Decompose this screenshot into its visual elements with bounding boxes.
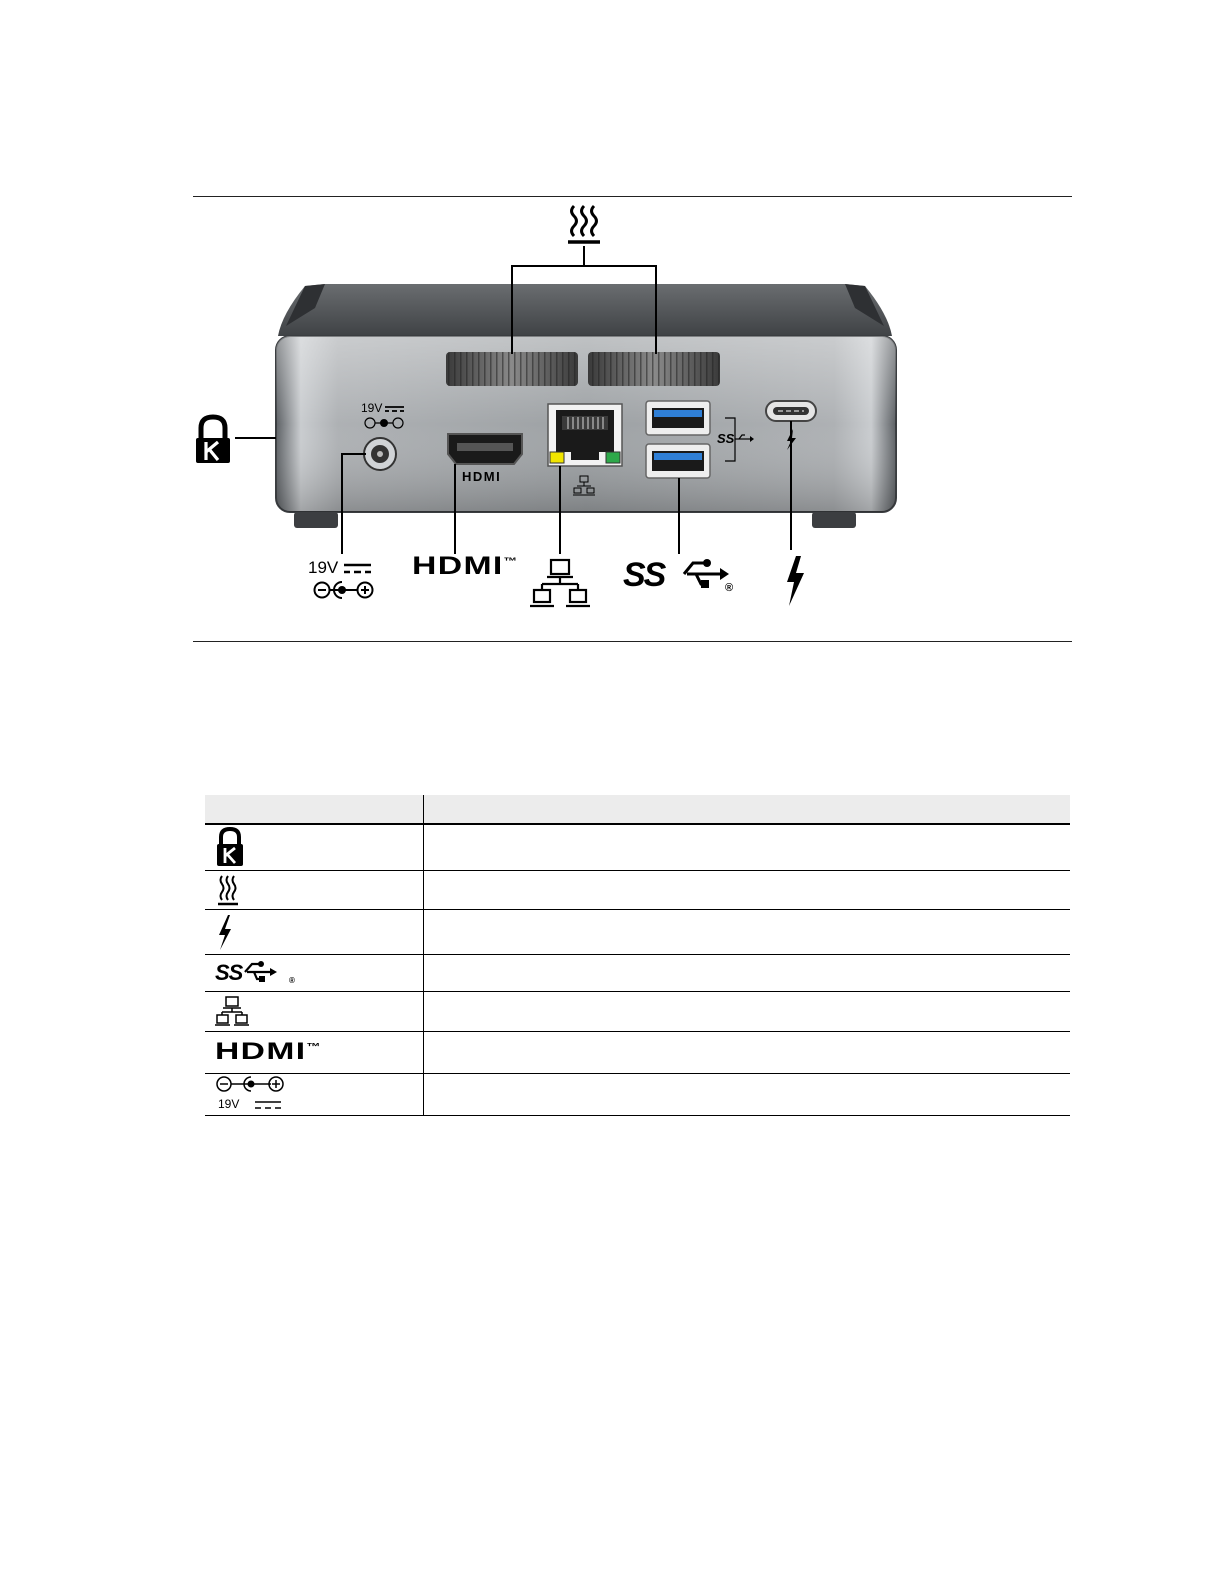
legend-row-hdmi [205,1031,1070,1073]
usb-logo-text: SS [215,959,243,985]
legend-desc-kensington [424,824,1071,870]
usb-superspeed-icon [215,958,305,988]
usb-registered-mark: ® [725,582,734,594]
lan-network-icon [215,995,249,1027]
usb-port-top [646,401,710,435]
hdmi-logo-text: HDMI [412,552,504,580]
kensington-lock-icon [196,417,230,463]
legend-header-description [424,795,1071,824]
usb-superspeed-icon [684,559,729,588]
lan-port [548,404,622,466]
hdmi-logo-text: HDMI [215,1038,307,1065]
dc-symbol-icon [253,1099,283,1111]
hdmi-port-label: HDMI [462,469,502,484]
dc-power-jack [364,438,396,470]
hdmi-logo [412,552,517,581]
legend-row-kensington [205,824,1070,870]
legend-row-thermal [205,870,1070,909]
hdmi-trademark: ™ [503,556,518,568]
thermal-vent-icon [568,206,600,242]
thunderbolt-port [766,401,816,421]
lan-network-icon [530,560,590,606]
legend-header-icon [205,795,424,824]
usb-logo-text: SS [623,556,665,594]
device-top [278,284,892,336]
thunderbolt-icon [787,556,804,606]
usb-small-text: SS [717,431,735,446]
vent-right [588,352,720,386]
dc-polarity-icon [215,1074,287,1094]
hdmi-logo [215,1038,322,1066]
legend-desc-thermal [424,870,1071,909]
legend-row-usb [205,954,1070,991]
dc-power-icon [215,1074,295,1114]
kensington-lock-icon [215,826,245,868]
lan-led-activity [550,452,564,463]
power-voltage-label: 19V [308,558,339,577]
foot-right [812,512,856,528]
hdmi-trademark: ™ [306,1042,322,1053]
usb-port-bottom [646,444,710,478]
legend-desc-lan [424,991,1071,1031]
legend-desc-power [424,1073,1071,1115]
thermal-vent-icon [215,874,241,906]
usb-registered-mark: ® [289,975,295,985]
power-voltage-label: 19V [218,1097,240,1111]
thunderbolt-icon [215,913,235,951]
legend-desc-hdmi [424,1031,1071,1073]
vent-left [446,352,578,386]
legend-desc-usb [424,954,1071,991]
legend-header-row [205,795,1070,824]
legend-row-power [205,1073,1070,1115]
legend-desc-thunderbolt [424,909,1071,954]
foot-left [294,512,338,528]
lan-led-link [606,452,620,463]
hdmi-port [448,434,522,464]
usb-trident-icon [243,960,293,986]
legend-row-lan [205,991,1070,1031]
back-panel-figure [190,196,1080,646]
legend-row-thunderbolt [205,909,1070,954]
legend-table [205,795,1070,1116]
power-voltage-small-label: 19V [361,401,383,415]
